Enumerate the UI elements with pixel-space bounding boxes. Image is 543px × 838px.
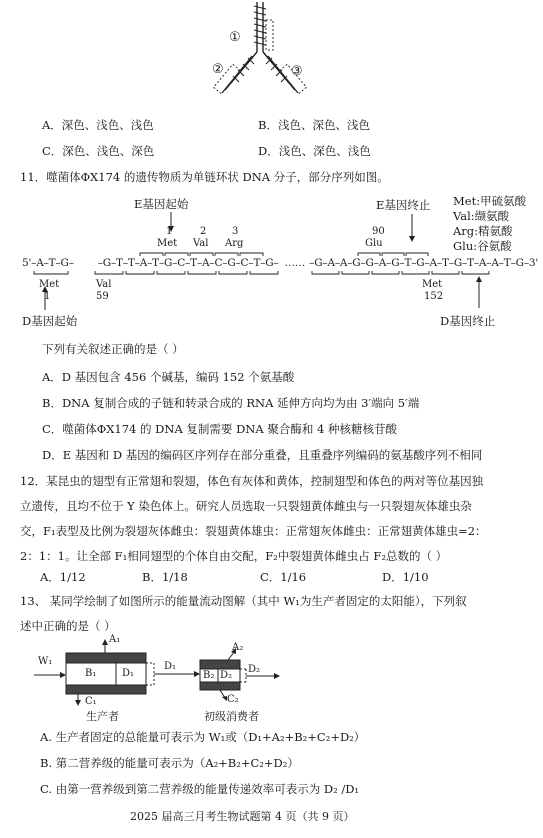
q13-option-a: A. 生产者固定的总能量可表示为 W₁或（D₁+A₂+B₂+C₂+D₂） (40, 730, 366, 744)
q10-option-c: C．深色、浅色、深色 (42, 144, 155, 158)
label-producer: 生产者 (86, 710, 119, 723)
d-codon-aa-val: Val (96, 279, 112, 290)
q11-option-a: A．D 基因包含 456 个碱基，编码 152 个氨基酸 (42, 370, 295, 384)
fork-label-2: ② (212, 62, 224, 77)
label-d1-arrow: D₁ (164, 661, 177, 672)
d-codon-num-59: 59 (96, 291, 109, 302)
legend-met: Met:甲硫氨酸 (453, 194, 527, 208)
e-codon-aa-arg: Arg (225, 238, 244, 249)
q10-option-b: B．浅色、深色、浅色 (258, 118, 370, 132)
sequence-right: –G–A–A–G–G–A–G–T–G–A–T–G–T–A–A–T–G–3' (309, 257, 539, 269)
q12-option-a: A．1/12 (40, 570, 86, 584)
e-codon-num-3: 3 (232, 226, 239, 237)
label-w1: W₁ (38, 656, 53, 667)
q11-option-c: C．噬菌体ΦX174 的 DNA 复制需要 DNA 聚合酶和 4 种核糖核苷酸 (42, 422, 397, 436)
q12-option-d: D．1/10 (382, 570, 429, 584)
q11-lead: 下列有关叙述正确的是（ ） (42, 342, 184, 356)
q13-option-b: B. 第二营养级的能量可表示为（A₂+B₂+C₂+D₂） (40, 756, 299, 770)
q10-option-a: A．深色、浅色、浅色 (42, 118, 154, 132)
label-d2-arrow: D₂ (248, 664, 261, 675)
label-b2: B₂ (203, 670, 215, 681)
d-codon-num-1: 1 (44, 291, 51, 302)
e-codon-num-2: 2 (200, 226, 207, 237)
label-c1: C₁ (85, 696, 97, 707)
energy-flow-diagram (20, 630, 320, 722)
legend-arg: Arg:精氨酸 (453, 224, 513, 238)
legend-val: Val:缬氨酸 (453, 209, 510, 223)
d-gene-end-label: D基因终止 (440, 314, 496, 328)
label-a1: A₁ (109, 634, 121, 645)
d-codon-num-152: 152 (424, 291, 444, 302)
label-d2-in: D₂ (220, 670, 233, 681)
q10-option-d: D．浅色、深色、浅色 (258, 144, 371, 158)
label-b1: B₁ (85, 668, 97, 679)
q12-line-4: 2：1：1。让全部 F₁相同翅型的个体自由交配，F₂中裂翅黄体雌虫占 F₂总数的（ ） (20, 549, 448, 563)
label-d1-in: D₁ (122, 668, 135, 679)
q11-option-d: D．E 基因和 D 基因的编码区序列存在部分重叠，且重叠序列编码的氨基酸序列不相同 (42, 448, 483, 462)
q13-line-1: 13、 某同学绘制了如图所示的能量流动图解（其中 W₁为生产者固定的太阳能），下列叙 (20, 594, 467, 608)
e-codon-aa-val: Val (193, 238, 209, 249)
q12-line-3: 交，F₁表型及比例为裂翅灰体雌虫：裂翅黄体雄虫：正常翅灰体雌虫：正常翅黄体雄虫=2： (20, 524, 487, 538)
legend-glu: Glu:谷氨酸 (453, 239, 512, 253)
label-c2: C₂ (227, 694, 239, 705)
sequence-left: 5'–A–T–G– (22, 257, 74, 269)
page-footer: 2025 届高三月考生物试题第 4 页（共 9 页） (130, 810, 355, 823)
e-codon-aa-met: Met (157, 238, 178, 249)
e-codon-num-90: 90 (372, 226, 385, 237)
sequence-mid: –G–T–T–A–T–G–C–T–A–C–G–C–T–G– (97, 257, 279, 269)
fork-label-3: ③ (291, 64, 303, 79)
q12-option-c: C．1/16 (260, 570, 307, 584)
sequence-dots: …… (284, 257, 306, 269)
q11-option-b: B．DNA 复制合成的子链和转录合成的 RNA 延伸方向均为由 3′端向 5′端 (42, 396, 420, 410)
e-codon-aa-glu: Glu (365, 238, 383, 249)
fork-label-1: ① (229, 30, 241, 45)
label-a2: A₂ (232, 642, 244, 653)
amino-acid-legend (453, 194, 526, 254)
d-gene-start-label: D基因起始 (22, 314, 78, 328)
q11-stem: 11．噬菌体ΦX174 的遗传物质为单链环状 DNA 分子，部分序列如图。 (20, 170, 389, 184)
q12-option-b: B．1/18 (142, 570, 188, 584)
e-gene-end-label: E基因终止 (376, 198, 431, 212)
q12-line-2: 立遗传，且均不位于 Y 染色体上。研究人员选取一只裂翅黄体雌虫与一只裂翅灰体雄虫杂 (20, 499, 472, 513)
q12-line-1: 12．某昆虫的翅型有正常翅和裂翅，体色有灰体和黄体，控制翅型和体色的两对等位基因独 (20, 474, 484, 488)
label-consumer: 初级消费者 (204, 710, 259, 723)
e-gene-start-label: E基因起始 (134, 197, 189, 211)
q13-line-2: 述中正确的是（ ） (20, 619, 116, 633)
q13-option-c: C. 由第一营养级到第二营养级的能量传递效率可表示为 D₂ /D₁ (40, 782, 360, 796)
e-codon-num-1: 1 (166, 226, 173, 237)
dna-sequence (22, 257, 538, 269)
d-codon-aa-met-1: Met (39, 279, 60, 290)
replication-fork-diagram (200, 0, 320, 110)
d-codon-aa-met-152: Met (422, 279, 443, 290)
